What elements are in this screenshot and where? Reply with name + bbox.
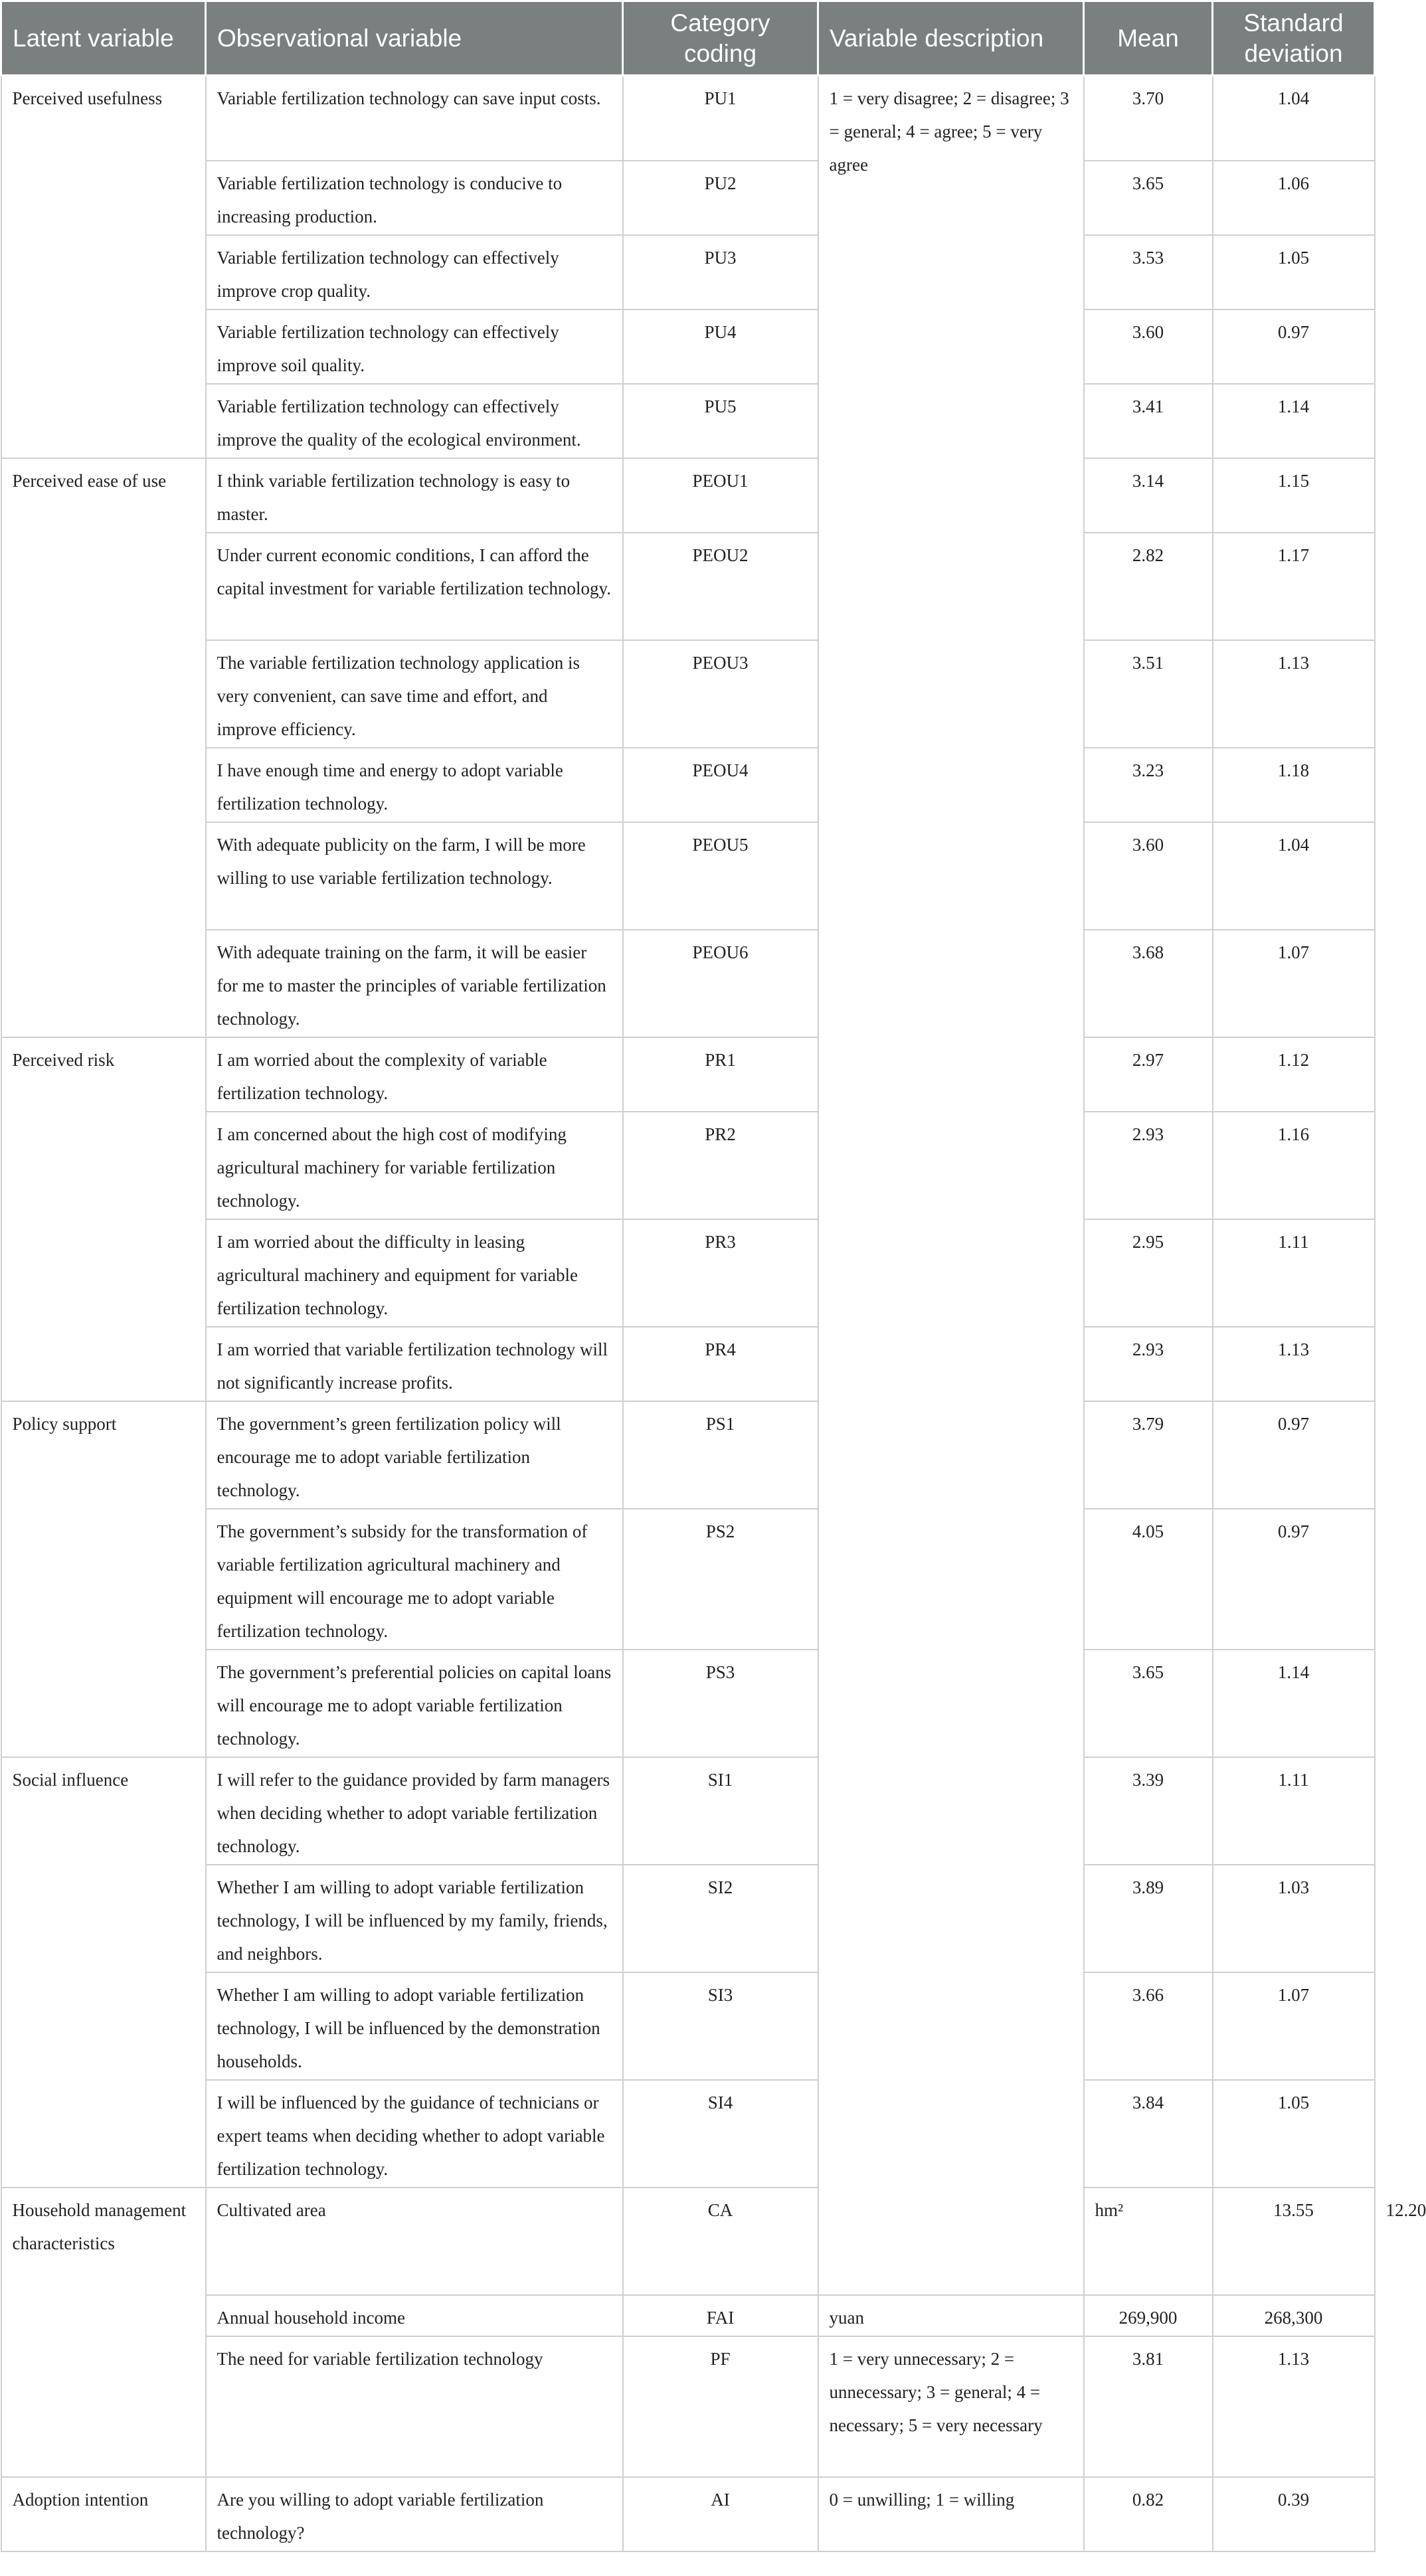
observational-variable-cell: With adequate training on the farm, it will be easier for me to master the principles of variable fertilization technology. — [206, 930, 623, 1037]
observational-variable-cell: Whether I am willing to adopt variable fertilization technology, I will be influenced by the demonstration households. — [206, 1972, 623, 2080]
category-code-cell: PEOU2 — [623, 533, 818, 640]
mean-cell: 3.23 — [1084, 748, 1213, 822]
category-code-cell: SI2 — [623, 1865, 818, 1972]
category-code-cell: PR2 — [623, 1112, 818, 1219]
category-code-cell: PU4 — [623, 309, 818, 384]
category-code-cell: PU5 — [623, 384, 818, 458]
std-dev-cell: 1.14 — [1213, 1650, 1375, 1757]
category-code-cell: PR4 — [623, 1327, 818, 1401]
table-row — [1, 235, 1375, 309]
table-row — [1, 822, 1375, 930]
category-code-cell: SI3 — [623, 1972, 818, 2080]
mean-cell: 2.82 — [1084, 533, 1213, 640]
table-row — [1, 1865, 1375, 1972]
variable-description-cell: 0 = unwilling; 1 = willing — [818, 2477, 1084, 2551]
table-row: Household management characteristics Cultivated area CA hm² 13.55 12.20 — [1, 2188, 1375, 2295]
table-row — [1, 161, 1375, 235]
mean-cell: 3.68 — [1084, 930, 1213, 1037]
category-code-cell: SI1 — [623, 1757, 818, 1865]
header-row — [1, 1, 1375, 76]
table-row — [1, 458, 1375, 533]
observational-variable-cell: The variable fertilization technology application is very convenient, can save time and effort, and improve efficiency. — [206, 640, 623, 748]
category-code-cell: PF — [623, 2336, 818, 2477]
category-code-cell: PS1 — [623, 1401, 818, 1509]
variable-description-cell: 1 = very disagree; 2 = disagree; 3 = general; 4 = agree; 5 = very agree — [818, 76, 1084, 2295]
observational-variable-cell: I will refer to the guidance provided by farm managers when deciding whether to adopt variable fertilization technology. — [206, 1757, 623, 1865]
std-dev-cell: 1.16 — [1213, 1112, 1375, 1219]
category-code-cell: AI — [623, 2477, 818, 2551]
category-code-cell: PS3 — [623, 1650, 818, 1757]
std-dev-cell: 0.39 — [1213, 2477, 1375, 2551]
std-dev-cell: 1.17 — [1213, 533, 1375, 640]
table-row — [1, 1650, 1375, 1757]
std-dev-cell: 1.03 — [1213, 1865, 1375, 1972]
std-dev-cell: 1.13 — [1213, 1327, 1375, 1401]
mean-cell: 3.41 — [1084, 384, 1213, 458]
mean-cell: 3.65 — [1084, 161, 1213, 235]
table-row — [1, 2336, 1375, 2477]
std-dev-cell: 1.11 — [1213, 1757, 1375, 1865]
observational-variable-cell: Cultivated area — [206, 2188, 623, 2295]
mean-cell: 3.53 — [1084, 235, 1213, 309]
table-row — [1, 1112, 1375, 1219]
mean-cell: 3.14 — [1084, 458, 1213, 533]
mean-cell: 3.60 — [1084, 309, 1213, 384]
latent-variable-cell: Perceived usefulness — [1, 76, 206, 458]
header-variable-description: Variable description — [818, 1, 1084, 76]
header-standard-deviation: Standard deviation — [1213, 1, 1375, 76]
observational-variable-cell: Annual household income — [206, 2295, 623, 2336]
category-code-cell: FAI — [623, 2295, 818, 2336]
table-row — [1, 384, 1375, 458]
std-dev-cell: 1.07 — [1213, 930, 1375, 1037]
mean-cell: 2.95 — [1084, 1219, 1213, 1327]
std-dev-cell: 1.11 — [1213, 1219, 1375, 1327]
mean-cell: 2.97 — [1084, 1037, 1213, 1112]
observational-variable-cell: The need for variable fertilization technology — [206, 2336, 623, 2477]
observational-variable-cell: I am worried about the difficulty in leasing agricultural machinery and equipment for variable fertilization technology. — [206, 1219, 623, 1327]
mean-cell: 3.81 — [1084, 2336, 1213, 2477]
category-code-cell: PR1 — [623, 1037, 818, 1112]
table-row — [1, 748, 1375, 822]
std-dev-cell: 1.06 — [1213, 161, 1375, 235]
header-mean: Mean — [1084, 1, 1213, 76]
table-row — [1, 930, 1375, 1037]
std-dev-cell: 1.14 — [1213, 384, 1375, 458]
std-dev-cell: 0.97 — [1213, 1509, 1375, 1650]
observational-variable-cell: Variable fertilization technology can save input costs. — [206, 76, 623, 161]
table-row — [1, 1037, 1375, 1112]
category-code-cell: PEOU6 — [623, 930, 818, 1037]
observational-variable-cell: I am worried about the complexity of variable fertilization technology. — [206, 1037, 623, 1112]
variable-description-cell: 1 = very unnecessary; 2 = unnecessary; 3 = general; 4 = necessary; 5 = very necessary — [818, 2336, 1084, 2477]
mean-cell: 13.55 — [1213, 2188, 1375, 2295]
observational-variable-cell: Are you willing to adopt variable fertilization technology? — [206, 2477, 623, 2551]
category-code-cell: PS2 — [623, 1509, 818, 1650]
std-dev-cell: 1.13 — [1213, 640, 1375, 748]
category-code-cell: PEOU1 — [623, 458, 818, 533]
table-row — [1, 76, 1375, 161]
std-dev-cell: 1.18 — [1213, 748, 1375, 822]
mean-cell: 3.65 — [1084, 1650, 1213, 1757]
mean-cell: 3.84 — [1084, 2080, 1213, 2188]
observational-variable-cell: Variable fertilization technology can effectively improve soil quality. — [206, 309, 623, 384]
observational-variable-cell: Variable fertilization technology can effectively improve crop quality. — [206, 235, 623, 309]
observational-variable-cell: The government’s preferential policies on capital loans will encourage me to adopt variable fertilization technology. — [206, 1650, 623, 1757]
observational-variable-cell: I have enough time and energy to adopt variable fertilization technology. — [206, 748, 623, 822]
mean-cell: 0.82 — [1084, 2477, 1213, 2551]
std-dev-cell: 1.13 — [1213, 2336, 1375, 2477]
std-dev-cell: 1.04 — [1213, 822, 1375, 930]
table-row — [1, 1509, 1375, 1650]
latent-variable-cell: Perceived risk — [1, 1037, 206, 1401]
observational-variable-cell: I think variable fertilization technology is easy to master. — [206, 458, 623, 533]
table-row — [1, 1327, 1375, 1401]
category-code-cell: CA — [623, 2188, 818, 2295]
observational-variable-cell: I am concerned about the high cost of modifying agricultural machinery for variable fertilization technology. — [206, 1112, 623, 1219]
latent-variable-cell: Policy support — [1, 1401, 206, 1757]
observational-variable-cell: The government’s green fertilization policy will encourage me to adopt variable fertilization technology. — [206, 1401, 623, 1509]
table-row — [1, 1972, 1375, 2080]
table-row — [1, 640, 1375, 748]
mean-cell: 3.60 — [1084, 822, 1213, 930]
observational-variable-cell: The government’s subsidy for the transformation of variable fertilization agricultural machinery and equipment will encourage me to adopt variable fertilization technology. — [206, 1509, 623, 1650]
category-code-cell: PEOU3 — [623, 640, 818, 748]
mean-cell: 3.79 — [1084, 1401, 1213, 1509]
category-code-cell: PU1 — [623, 76, 818, 161]
variable-description-cell: hm² — [1084, 2188, 1213, 2295]
std-dev-cell: 1.07 — [1213, 1972, 1375, 2080]
mean-cell: 4.05 — [1084, 1509, 1213, 1650]
mean-cell: 269,900 — [1084, 2295, 1213, 2336]
latent-variable-cell: Adoption intention — [1, 2477, 206, 2551]
variable-description-cell: yuan — [818, 2295, 1084, 2336]
mean-cell: 3.66 — [1084, 1972, 1213, 2080]
mean-cell: 3.51 — [1084, 640, 1213, 748]
observational-variable-cell: Variable fertilization technology is conducive to increasing production. — [206, 161, 623, 235]
table-row — [1, 2295, 1375, 2336]
std-dev-cell: 1.04 — [1213, 76, 1375, 161]
header-category-coding: Category coding — [623, 1, 818, 76]
table-row — [1, 2080, 1375, 2188]
table-row — [1, 533, 1375, 640]
std-dev-cell: 268,300 — [1213, 2295, 1375, 2336]
std-dev-cell: 1.05 — [1213, 2080, 1375, 2188]
observational-variable-cell: With adequate publicity on the farm, I will be more willing to use variable fertilization technology. — [206, 822, 623, 930]
table-row — [1, 1219, 1375, 1327]
observational-variable-cell: Under current economic conditions, I can afford the capital investment for variable fertilization technology. — [206, 533, 623, 640]
std-dev-cell: 0.97 — [1213, 1401, 1375, 1509]
latent-variable-cell: Social influence — [1, 1757, 206, 2188]
category-code-cell: SI4 — [623, 2080, 818, 2188]
table-row — [1, 2477, 1375, 2551]
latent-variable-cell: Household management characteristics — [1, 2188, 206, 2477]
observational-variable-cell: Whether I am willing to adopt variable fertilization technology, I will be influenced by my family, friends, and neighbors. — [206, 1865, 623, 1972]
observational-variable-cell: I am worried that variable fertilization technology will not significantly increase profits. — [206, 1327, 623, 1401]
mean-cell: 3.89 — [1084, 1865, 1213, 1972]
header-latent-variable: Latent variable — [1, 1, 206, 76]
table-row — [1, 1401, 1375, 1509]
header-observational-variable: Observational variable — [206, 1, 623, 76]
std-dev-cell: 1.05 — [1213, 235, 1375, 309]
mean-cell: 3.39 — [1084, 1757, 1213, 1865]
category-code-cell: PR3 — [623, 1219, 818, 1327]
category-code-cell: PEOU4 — [623, 748, 818, 822]
table-row — [1, 1757, 1375, 1865]
category-code-cell: PEOU5 — [623, 822, 818, 930]
table-body — [1, 76, 1426, 2551]
category-code-cell: PU3 — [623, 235, 818, 309]
std-dev-cell: 1.15 — [1213, 458, 1375, 533]
observational-variable-cell: I will be influenced by the guidance of technicians or expert teams when deciding whether to adopt variable fertilization technology. — [206, 2080, 623, 2188]
category-code-cell: PU2 — [623, 161, 818, 235]
mean-cell: 2.93 — [1084, 1327, 1213, 1401]
mean-cell: 2.93 — [1084, 1112, 1213, 1219]
mean-cell: 3.70 — [1084, 76, 1213, 161]
table-row — [1, 309, 1375, 384]
observational-variable-cell: Variable fertilization technology can effectively improve the quality of the ecological environment. — [206, 384, 623, 458]
std-dev-cell: 1.12 — [1213, 1037, 1375, 1112]
latent-variable-cell: Perceived ease of use — [1, 458, 206, 1037]
std-dev-cell: 0.97 — [1213, 309, 1375, 384]
